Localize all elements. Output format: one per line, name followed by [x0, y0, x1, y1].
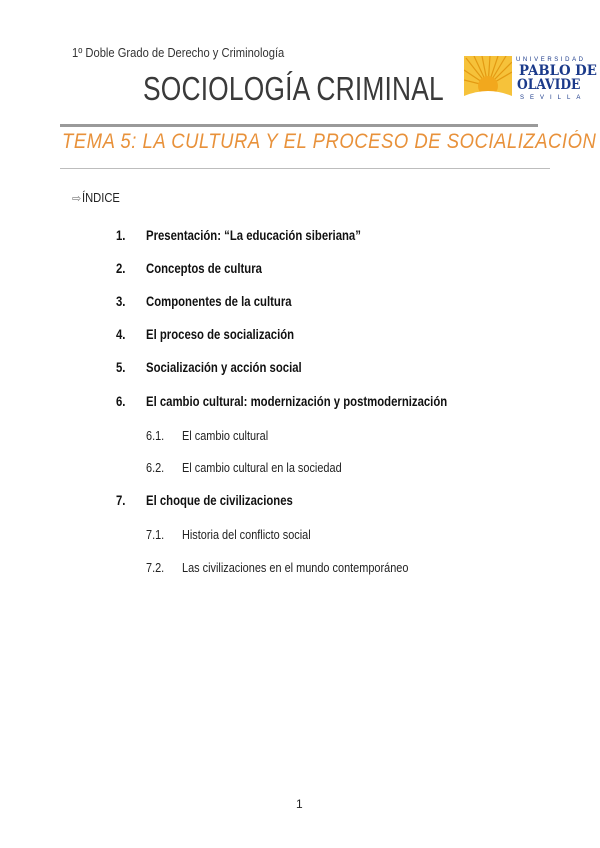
toc-item-number: 3. [116, 294, 126, 309]
sunburst-logo-icon [464, 56, 512, 104]
toc-item-label: El proceso de socialización [146, 327, 295, 342]
topic-divider [60, 168, 550, 169]
page-number: 1 [296, 797, 303, 811]
toc-item-number: 5. [116, 360, 126, 375]
toc-item-label: Socialización y acción social [146, 360, 302, 375]
toc-item-label: El cambio cultural: modernización y postmodernización [146, 394, 448, 409]
toc-item-label: Presentación: “La educación siberiana” [146, 228, 361, 243]
index-heading-label: ÍNDICE [82, 190, 121, 205]
right-arrow-icon: ⇨ [72, 193, 82, 205]
degree-label: 1º Doble Grado de Derecho y Criminología [72, 45, 285, 60]
toc-item-number: 4. [116, 327, 126, 342]
logo-name-line2: OLAVIDE [517, 77, 581, 93]
toc-subitem-label: El cambio cultural [182, 428, 269, 443]
logo-city: SEVILLA [520, 95, 587, 101]
university-logo [464, 56, 597, 106]
toc-item-label: Conceptos de cultura [146, 261, 262, 276]
toc-subitem-number: 7.1. [146, 527, 165, 542]
toc-subitem-label: Las civilizaciones en el mundo contemporáneo [182, 560, 409, 575]
logo-name-line1: PABLO DE [519, 63, 597, 79]
toc-item-number: 7. [116, 493, 126, 508]
toc-item-number: 2. [116, 261, 126, 276]
toc-item-number: 1. [116, 228, 126, 243]
toc-subitem-label: El cambio cultural en la sociedad [182, 460, 342, 475]
toc-subitem-number: 7.2. [146, 560, 165, 575]
toc-item-label: El choque de civilizaciones [146, 493, 293, 508]
toc-subitem-number: 6.2. [146, 460, 165, 475]
topic-title: TEMA 5: LA CULTURA Y EL PROCESO DE SOCIALIZACIÓN [62, 130, 597, 153]
toc-subitem-number: 6.1. [146, 428, 165, 443]
toc-subitem-label: Historia del conflicto social [182, 527, 311, 542]
index-heading [72, 190, 126, 205]
toc-item-label: Componentes de la cultura [146, 294, 292, 309]
toc-item-number: 6. [116, 394, 126, 409]
logo-university-label: UNIVERSIDAD [516, 57, 586, 63]
course-title: SOCIOLOGÍA CRIMINAL [143, 70, 444, 107]
header-rule [60, 124, 538, 127]
